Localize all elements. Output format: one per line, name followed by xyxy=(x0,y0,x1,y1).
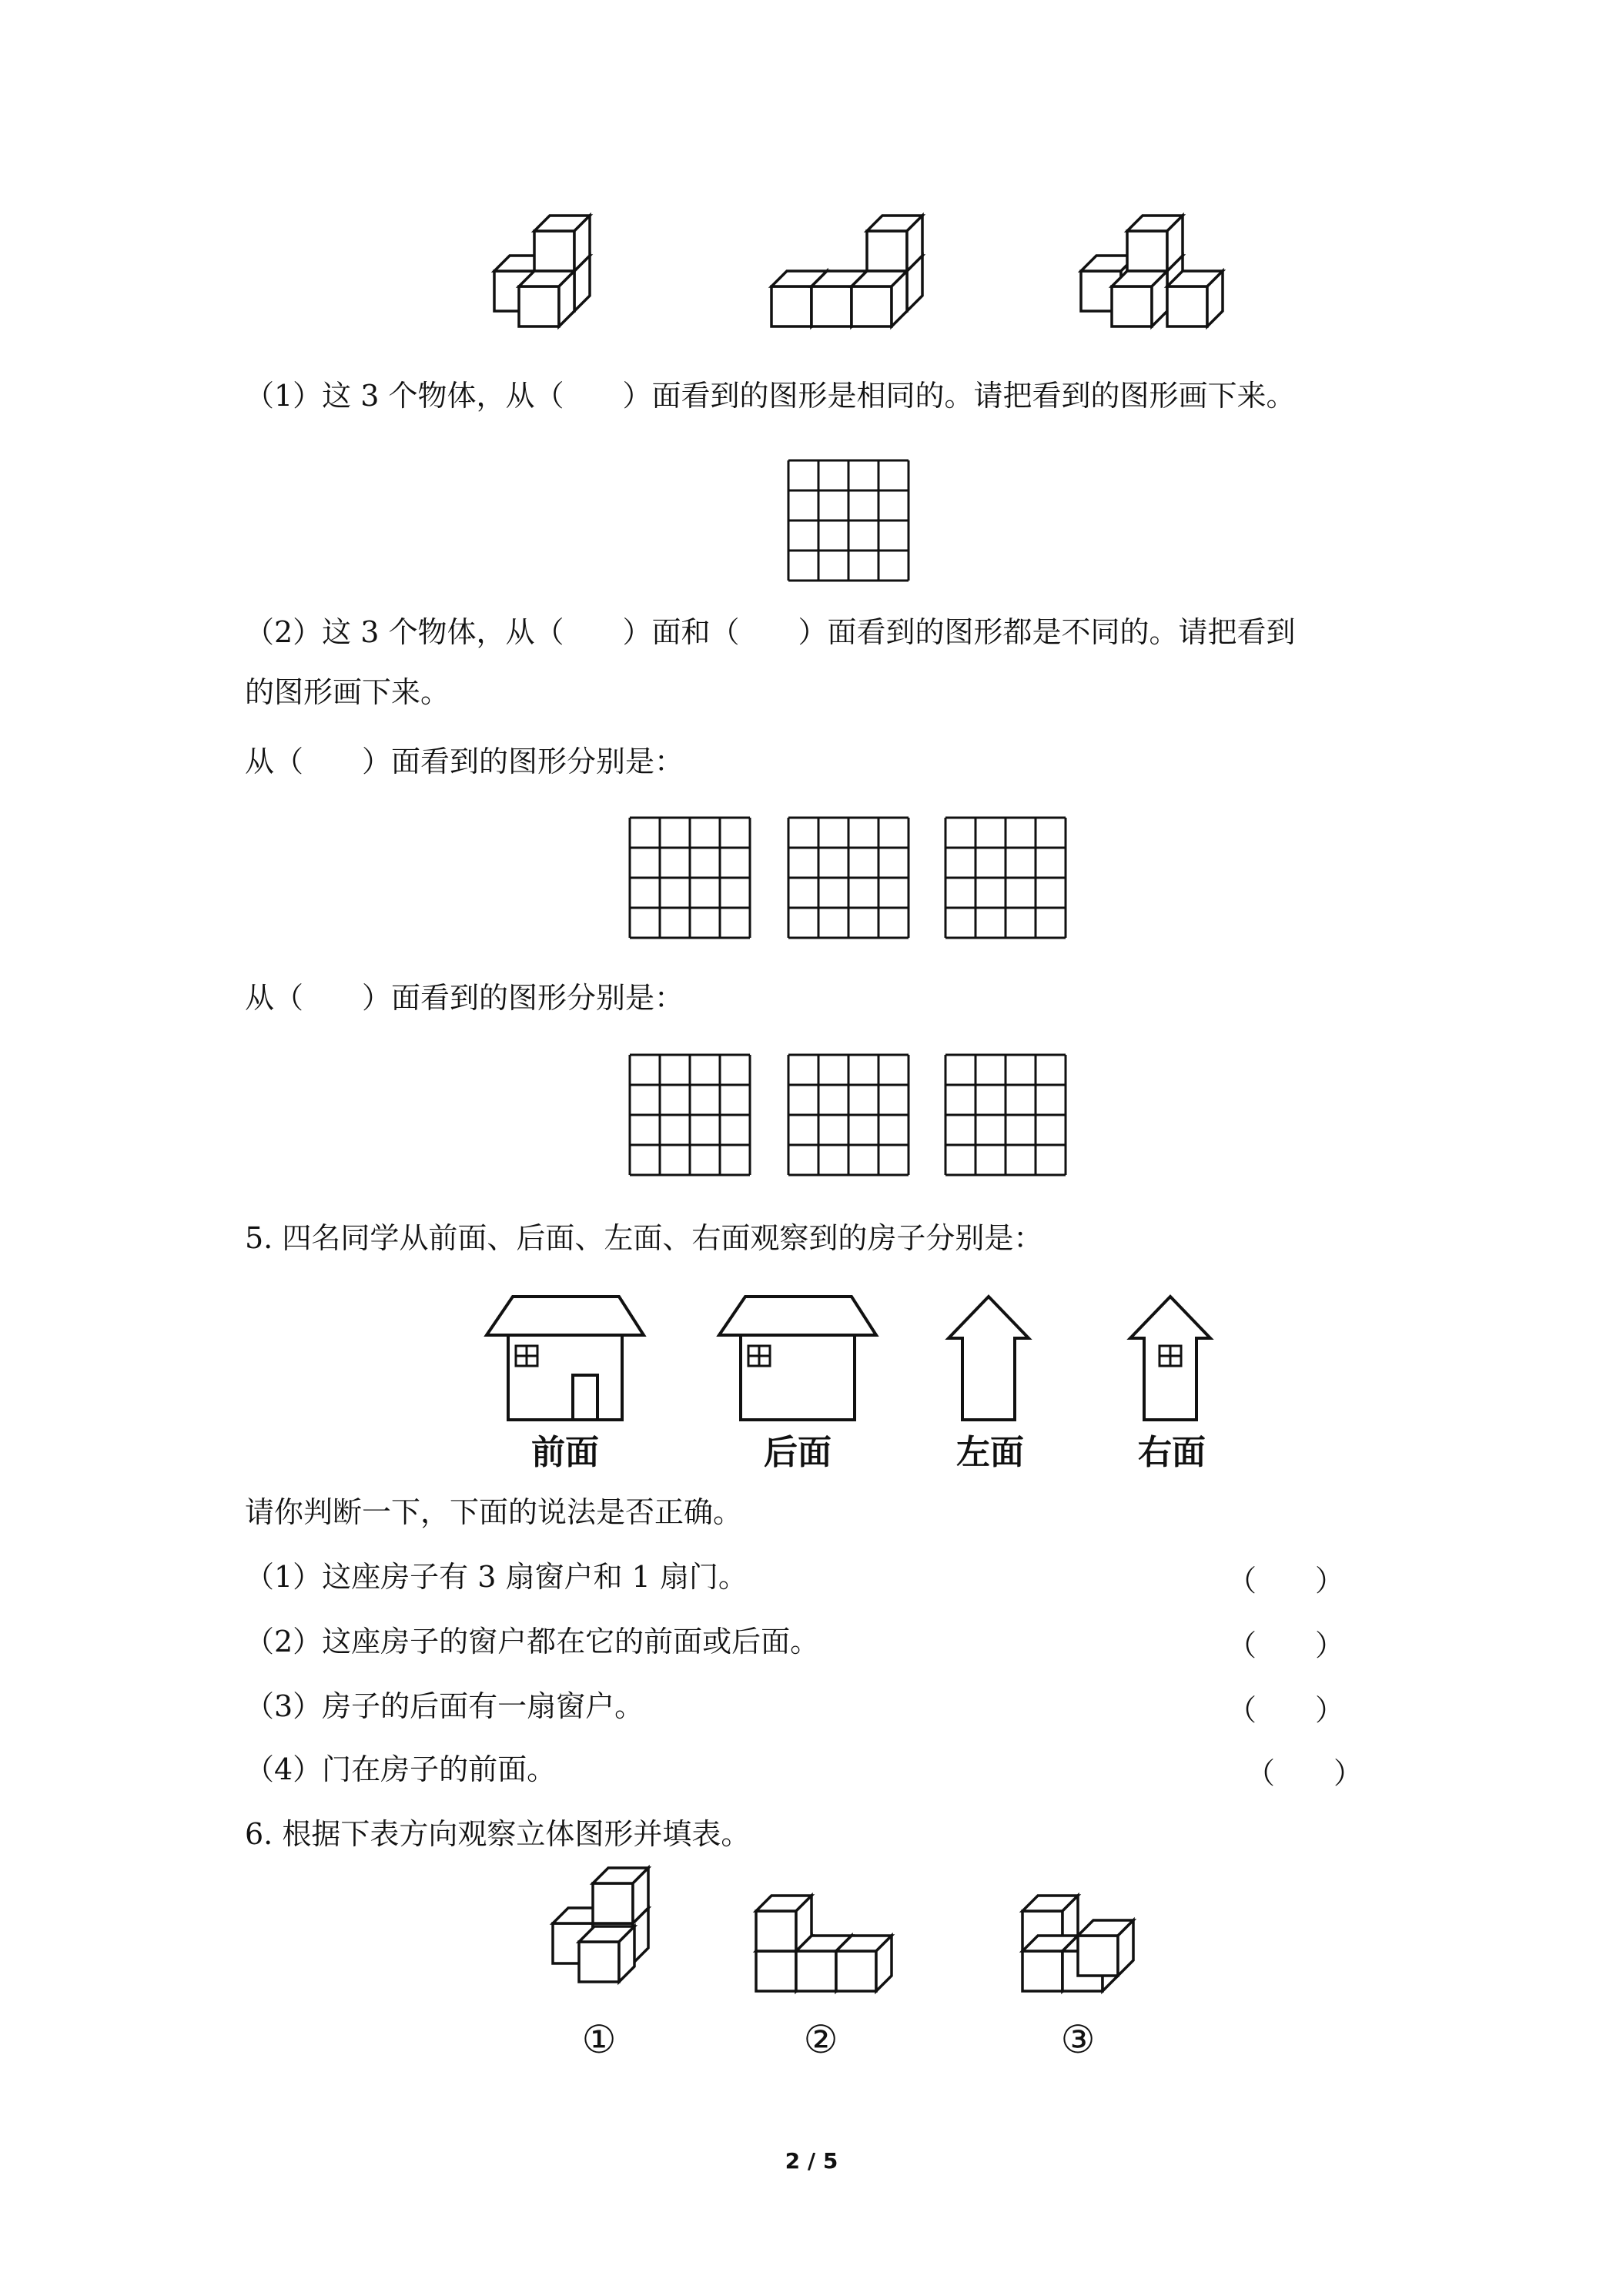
question-5-instruction: 请你判断一下，下面的说法是否正确。 xyxy=(245,1495,743,1529)
question-2-line2: 的图形画下来。 xyxy=(245,675,450,709)
from-view-a-text: 从（ ）面看到的图形分别是： xyxy=(245,745,684,778)
answer-blank-1[interactable]: （ ） xyxy=(1227,1564,1345,1598)
cube-figure-3 xyxy=(1070,216,1240,339)
house-right-view xyxy=(1126,1292,1218,1423)
answer-grid-2c xyxy=(944,816,1069,939)
answer-grid-2b xyxy=(787,816,912,939)
solid-figure-2 xyxy=(751,1877,921,2000)
view-label-front: 前面 xyxy=(531,1433,599,1472)
answer-grid-2a xyxy=(628,816,753,939)
view-label-left: 左面 xyxy=(956,1433,1024,1472)
statement-2: （2）这座房子的窗户都在它的前面或后面。 xyxy=(245,1625,820,1658)
answer-grid-1 xyxy=(787,459,912,582)
answer-blank-4[interactable]: （ ） xyxy=(1246,1756,1364,1790)
view-label-right: 右面 xyxy=(1138,1433,1206,1472)
from-view-b-text: 从（ ）面看到的图形分别是： xyxy=(245,981,684,1015)
figure-label-2: ② xyxy=(803,2017,838,2062)
question-5-title: 5. 四名同学从前面、后面、左面、右面观察到的房子分别是： xyxy=(245,1221,1043,1255)
statement-3: （3）房子的后面有一扇窗户。 xyxy=(245,1689,644,1723)
answer-grid-3a xyxy=(628,1053,753,1176)
answer-blank-3[interactable]: （ ） xyxy=(1227,1693,1345,1727)
question-6-title: 6. 根据下表方向观察立体图形并填表。 xyxy=(245,1817,751,1851)
house-back-view xyxy=(713,1292,882,1423)
figure-label-1: ① xyxy=(581,2017,617,2062)
answer-grid-3b xyxy=(787,1053,912,1176)
statement-4: （4）门在房子的前面。 xyxy=(245,1752,557,1786)
figure-label-3: ③ xyxy=(1060,2017,1096,2062)
question-1-text: （1）这 3 个物体，从（ ）面看到的图形是相同的。请把看到的图形画下来。 xyxy=(245,379,1296,413)
solid-figure-1 xyxy=(545,1877,653,2000)
statement-1: （1）这座房子有 3 扇窗户和 1 扇门。 xyxy=(245,1560,748,1594)
cube-figure-2 xyxy=(762,216,932,339)
solid-figure-3 xyxy=(1016,1877,1170,2000)
answer-grid-3c xyxy=(944,1053,1069,1176)
house-front-view xyxy=(480,1292,650,1423)
view-label-back: 后面 xyxy=(764,1433,832,1472)
answer-blank-2[interactable]: （ ） xyxy=(1227,1628,1345,1662)
cube-figure-1 xyxy=(485,216,608,339)
house-left-view xyxy=(944,1292,1036,1423)
question-2-line1: （2）这 3 个物体，从（ ）面和（ ）面看到的图形都是不同的。请把看到 xyxy=(245,615,1296,649)
page-number: 2 / 5 xyxy=(785,2148,838,2174)
